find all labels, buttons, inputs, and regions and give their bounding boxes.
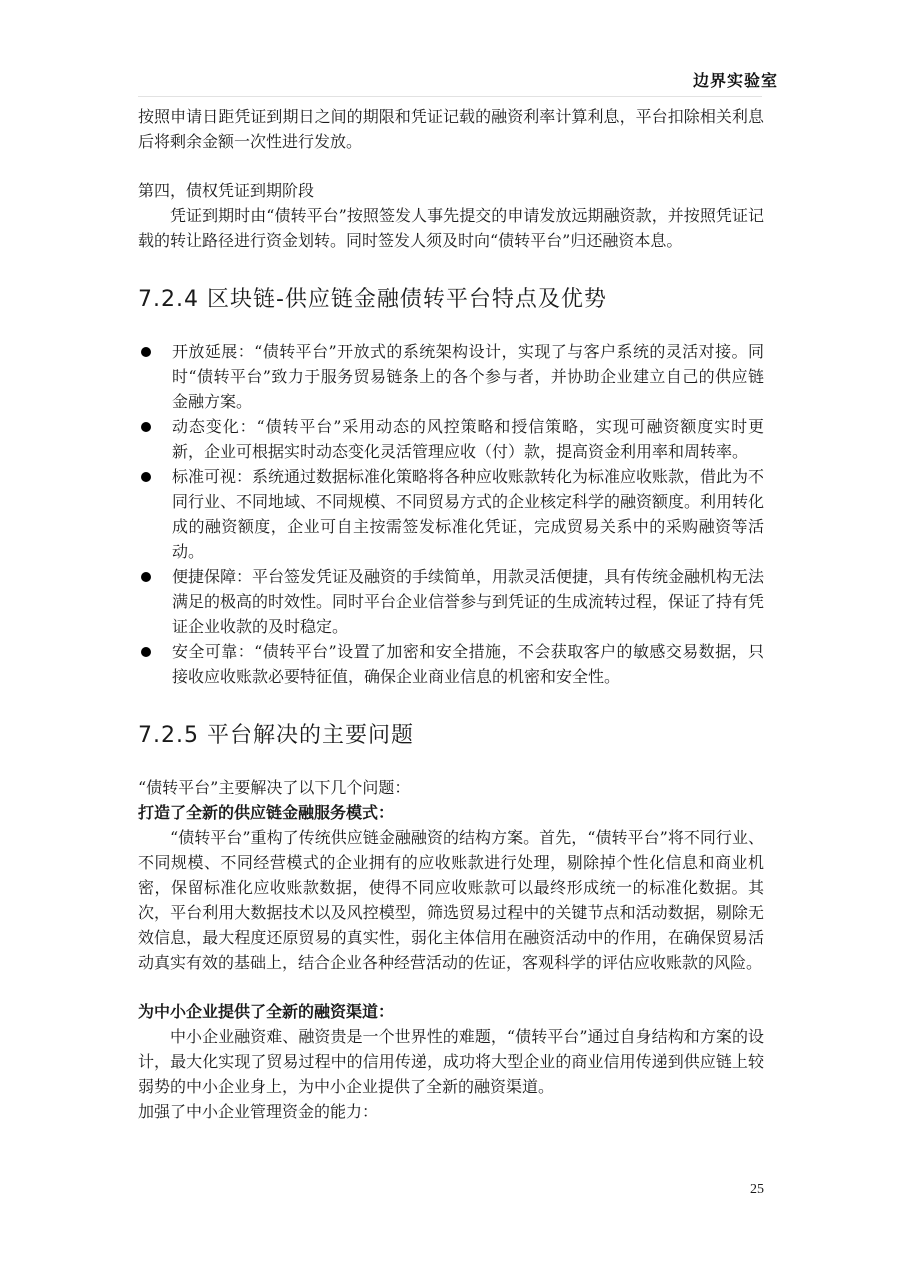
subheading-fund-management: 加强了中小企业管理资金的能力： [138, 1102, 379, 1121]
bullet-icon [141, 647, 151, 657]
section-725-intro: “债转平台”主要解决了以下几个问题： [138, 778, 411, 797]
stage4-body: 凭证到期时由“债转平台”按照签发人事先提交的申请发放远期融资款，并按照凭证记载的转让路径进行资金划转。同时签发人须及时向“债转平台”归还融资本息。 [138, 206, 764, 250]
page-number: 25 [750, 1182, 764, 1197]
bullet-icon [141, 422, 151, 432]
list-item: 标准可视：系统通过数据标准化策略将各种应收账款转化为标准应收账款，借此为不同行业、不同地域、不同规模、不同贸易方式的企业核定科学的融资额度。利用转化成的融资额度，企业可自主按需签发标准化凭证，完成贸易关系中的采购融资等活动。 [138, 464, 764, 564]
header-divider [138, 96, 762, 97]
list-item: 动态变化：“债转平台”采用动态的风控策略和授信策略，实现可融资额度实时更新，企业可根据实时动态变化灵活管理应收（付）款，提高资金利用率和周转率。 [138, 414, 764, 464]
brand-logo: 边界实验室 [692, 71, 778, 90]
feature-list [138, 339, 764, 689]
list-item: 开放延展：“债转平台”开放式的系统架构设计，实现了与客户系统的灵活对接。同时“债转平台”致力于服务贸易链条上的各个参与者，并协助企业建立自己的供应链金融方案。 [138, 339, 764, 414]
section-heading-725: 7.2.5 平台解决的主要问题 [138, 723, 414, 748]
bullet-icon [141, 347, 151, 357]
subheading-service-model: 打造了全新的供应链金融服务模式： [138, 803, 395, 822]
stage4-title: 第四，债权凭证到期阶段 [138, 181, 315, 200]
bullet-icon [141, 472, 151, 482]
section-heading-724: 7.2.4 区块链-供应链金融债转平台特点及优势 [138, 287, 607, 312]
bullet-icon [141, 572, 151, 582]
service-model-body: “债转平台”重构了传统供应链金融融资的结构方案。首先，“债转平台”将不同行业、不同规模、不同经营模式的企业拥有的应收账款进行处理，剔除掉个性化信息和商业机密，保留标准化应收账款数据，使得不同应收账款可以最终形成统一的标准化数据。其次，平台利用大数据技术以及风控模型，筛选贸易过程中的关键节点和活动数据，剔除无效信息，最大程度还原贸易的真实性，弱化主体信用在融资活动中的作用，在确保贸易活动真实有效的基础上，结合企业各种经营活动的佐证，客观科学的评估应收账款的风险。 [138, 828, 764, 972]
subheading-financing-channel: 为中小企业提供了全新的融资渠道： [138, 1002, 395, 1021]
list-item: 安全可靠：“债转平台”设置了加密和安全措施，不会获取客户的敏感交易数据，只接收应收账款必要特征值，确保企业商业信息的机密和安全性。 [138, 639, 764, 689]
financing-channel-body: 中小企业融资难、融资贵是一个世界性的难题，“债转平台”通过自身结构和方案的设计，最大化实现了贸易过程中的信用传递，成功将大型企业的商业信用传递到供应链上较弱势的中小企业身上，为中小企业提供了全新的融资渠道。 [138, 1027, 764, 1096]
list-item: 便捷保障：平台签发凭证及融资的手续简单，用款灵活便捷，具有传统金融机构无法满足的极高的时效性。同时平台企业信誉参与到凭证的生成流转过程，保证了持有凭证企业收款的及时稳定。 [138, 564, 764, 639]
intro-paragraph: 按照申请日距凭证到期日之间的期限和凭证记载的融资利率计算利息，平台扣除相关利息后将剩余金额一次性进行发放。 [138, 107, 764, 151]
page-content [138, 104, 764, 1124]
